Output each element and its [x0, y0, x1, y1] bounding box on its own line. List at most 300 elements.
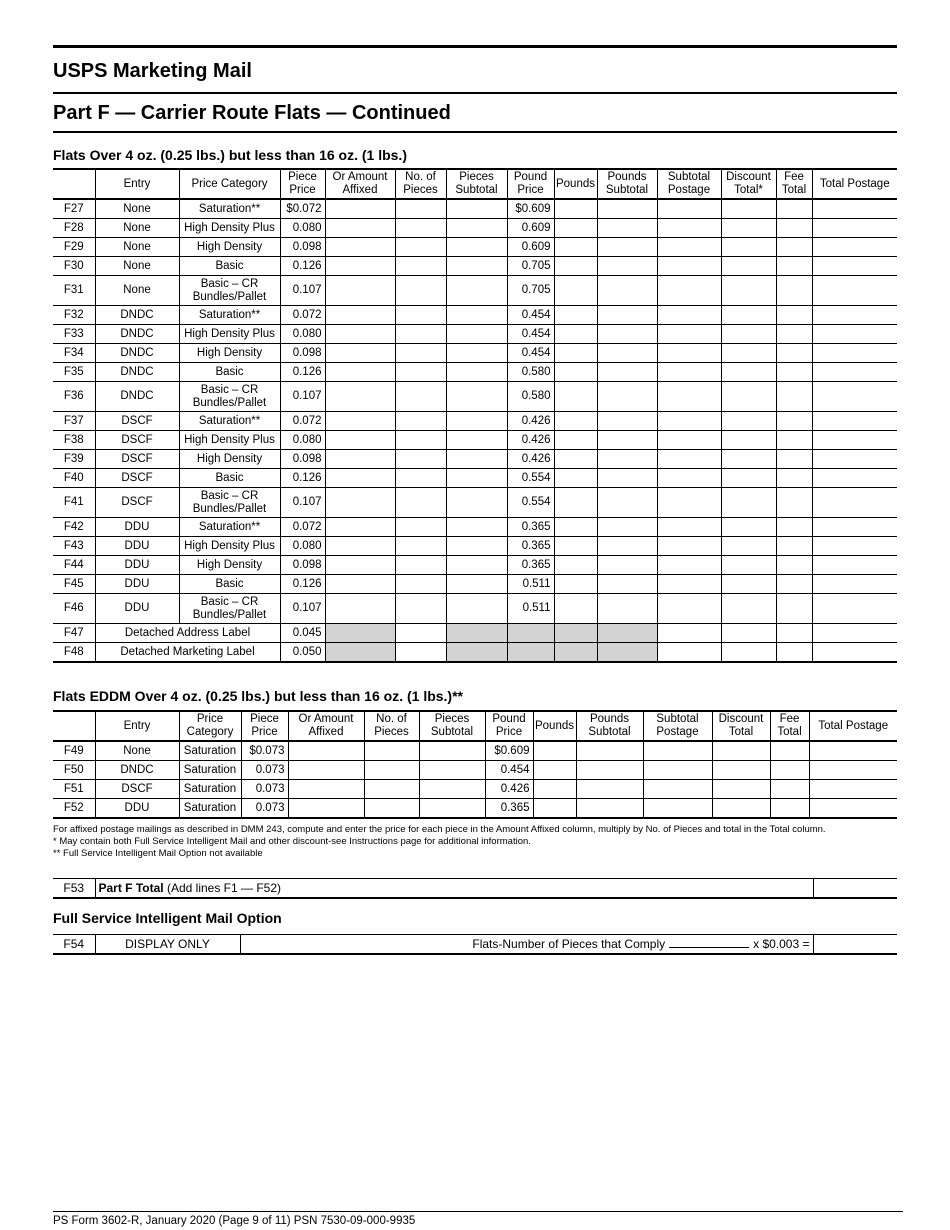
discount-total-input[interactable]: [721, 518, 776, 537]
part-total-input[interactable]: [813, 879, 897, 899]
table-row: [53, 431, 897, 450]
pieces-subtotal-input[interactable]: [446, 575, 507, 594]
col-header: Piece Price: [280, 169, 325, 199]
amount-affixed-input[interactable]: [325, 518, 395, 537]
subtotal-postage-input[interactable]: [657, 450, 721, 469]
total-postage-input[interactable]: [812, 469, 897, 488]
fee-total-input[interactable]: [776, 556, 812, 575]
table-row: [53, 363, 897, 382]
shaded-cell: [325, 624, 395, 643]
price-category-cell: Saturation**: [179, 518, 280, 537]
pieces-input[interactable]: [364, 761, 419, 780]
amount-affixed-input[interactable]: [325, 219, 395, 238]
pieces-subtotal-input[interactable]: [446, 276, 507, 306]
pieces-input[interactable]: [395, 624, 446, 643]
entry-cell: DNDC: [95, 325, 179, 344]
pounds-input[interactable]: [554, 219, 597, 238]
pieces-input[interactable]: [395, 450, 446, 469]
price-category-cell: Saturation: [179, 799, 241, 819]
col-header: Piece Price: [241, 711, 288, 741]
amount-affixed-input[interactable]: [325, 344, 395, 363]
discount-total-input[interactable]: [721, 257, 776, 276]
subtotal-postage-input[interactable]: [657, 431, 721, 450]
total-postage-input[interactable]: [812, 537, 897, 556]
pieces-input[interactable]: [395, 199, 446, 219]
subtotal-postage-input[interactable]: [657, 412, 721, 431]
discount-total-input[interactable]: [721, 219, 776, 238]
col-header: Fee Total: [770, 711, 809, 741]
pieces-input[interactable]: [395, 518, 446, 537]
line-number: F53: [53, 879, 95, 899]
pounds-input[interactable]: [533, 780, 576, 799]
subtotal-postage-input[interactable]: [657, 518, 721, 537]
table-row: [53, 199, 897, 219]
col-header: Price Category: [179, 169, 280, 199]
pounds-subtotal-input[interactable]: [597, 412, 657, 431]
pounds-input[interactable]: [554, 412, 597, 431]
pounds-input[interactable]: [554, 238, 597, 257]
subtotal-postage-input[interactable]: [657, 219, 721, 238]
total-postage-input[interactable]: [812, 518, 897, 537]
fee-total-input[interactable]: [770, 761, 809, 780]
pound-price-cell: 0.454: [507, 306, 554, 325]
price-category-cell: High Density Plus: [179, 219, 280, 238]
fee-total-input[interactable]: [776, 238, 812, 257]
discount-total-input[interactable]: [721, 450, 776, 469]
pounds-subtotal-input[interactable]: [597, 469, 657, 488]
piece-price-cell: 0.107: [280, 276, 325, 306]
amount-affixed-input[interactable]: [288, 741, 364, 761]
amount-affixed-input[interactable]: [325, 276, 395, 306]
pounds-subtotal-input[interactable]: [576, 799, 643, 819]
pieces-subtotal-input[interactable]: [446, 257, 507, 276]
fee-total-input[interactable]: [776, 199, 812, 219]
pieces-input[interactable]: [395, 325, 446, 344]
pieces-input[interactable]: [395, 575, 446, 594]
pieces-input[interactable]: [395, 257, 446, 276]
table-row: [53, 624, 897, 643]
subtotal-postage-input[interactable]: [657, 594, 721, 624]
fee-total-input[interactable]: [776, 363, 812, 382]
fee-total-input[interactable]: [776, 306, 812, 325]
amount-affixed-input[interactable]: [325, 431, 395, 450]
discount-total-input[interactable]: [721, 382, 776, 412]
fsim-title: Full Service Intelligent Mail Option: [53, 910, 282, 926]
fee-total-input[interactable]: [776, 276, 812, 306]
pieces-input[interactable]: [364, 780, 419, 799]
price-category-cell: High Density: [179, 450, 280, 469]
amount-affixed-input[interactable]: [325, 469, 395, 488]
shaded-cell: [597, 643, 657, 663]
fee-total-input[interactable]: [776, 257, 812, 276]
fee-total-input[interactable]: [776, 624, 812, 643]
pound-price-cell: 0.365: [485, 799, 533, 819]
pounds-subtotal-input[interactable]: [597, 219, 657, 238]
piece-price-cell: 0.080: [280, 325, 325, 344]
fee-total-input[interactable]: [770, 741, 809, 761]
subtotal-postage-input[interactable]: [657, 488, 721, 518]
col-header: Pound Price: [507, 169, 554, 199]
total-postage-input[interactable]: [812, 450, 897, 469]
pounds-input[interactable]: [554, 537, 597, 556]
pounds-subtotal-input[interactable]: [597, 382, 657, 412]
subtotal-postage-input[interactable]: [657, 199, 721, 219]
subtotal-postage-input[interactable]: [657, 643, 721, 663]
pieces-input[interactable]: [395, 431, 446, 450]
discount-total-input[interactable]: [721, 469, 776, 488]
total-postage-input[interactable]: [812, 219, 897, 238]
fee-total-input[interactable]: [776, 412, 812, 431]
fee-total-input[interactable]: [776, 344, 812, 363]
total-postage-input[interactable]: [809, 780, 897, 799]
subtotal-postage-input[interactable]: [657, 276, 721, 306]
fee-total-input[interactable]: [776, 450, 812, 469]
price-category-cell: Basic: [179, 575, 280, 594]
total-postage-input[interactable]: [812, 624, 897, 643]
pieces-subtotal-input[interactable]: [446, 431, 507, 450]
table-row: [53, 412, 897, 431]
pounds-subtotal-input[interactable]: [597, 431, 657, 450]
pound-price-cell: 0.365: [507, 537, 554, 556]
amount-affixed-input[interactable]: [325, 575, 395, 594]
pounds-input[interactable]: [554, 382, 597, 412]
pieces-subtotal-input[interactable]: [446, 594, 507, 624]
pieces-subtotal-input[interactable]: [446, 469, 507, 488]
discount-total-input[interactable]: [721, 537, 776, 556]
pound-price-cell: 0.511: [507, 575, 554, 594]
amount-affixed-input[interactable]: [325, 537, 395, 556]
pieces-input[interactable]: [395, 412, 446, 431]
total-postage-input[interactable]: [812, 488, 897, 518]
total-postage-input[interactable]: [812, 575, 897, 594]
table-row: [53, 325, 897, 344]
discount-total-input[interactable]: [721, 575, 776, 594]
line-number: F32: [53, 306, 95, 325]
fsim-text: Flats-Number of Pieces that Comply: [472, 936, 666, 951]
fee-total-input[interactable]: [776, 643, 812, 663]
pieces-input[interactable]: [395, 219, 446, 238]
subtotal-postage-input[interactable]: [657, 382, 721, 412]
subtotal-postage-input[interactable]: [657, 325, 721, 344]
pounds-input[interactable]: [554, 344, 597, 363]
pieces-subtotal-input[interactable]: [446, 412, 507, 431]
fee-total-input[interactable]: [776, 594, 812, 624]
pieces-subtotal-input[interactable]: [446, 344, 507, 363]
fsim-rate: x $0.003 =: [753, 936, 810, 951]
pounds-input[interactable]: [533, 741, 576, 761]
pieces-subtotal-input[interactable]: [419, 741, 485, 761]
pieces-subtotal-input[interactable]: [446, 556, 507, 575]
pounds-subtotal-input[interactable]: [597, 306, 657, 325]
total-postage-input[interactable]: [812, 238, 897, 257]
fee-total-input[interactable]: [776, 488, 812, 518]
pieces-input[interactable]: [395, 344, 446, 363]
line-number: F39: [53, 450, 95, 469]
total-postage-input[interactable]: [812, 556, 897, 575]
pounds-input[interactable]: [554, 276, 597, 306]
subtotal-postage-input[interactable]: [643, 741, 712, 761]
pounds-subtotal-input[interactable]: [597, 276, 657, 306]
subtotal-postage-input[interactable]: [643, 761, 712, 780]
fee-total-input[interactable]: [776, 537, 812, 556]
pound-price-cell: 0.454: [507, 344, 554, 363]
pieces-subtotal-input[interactable]: [446, 537, 507, 556]
discount-total-input[interactable]: [721, 344, 776, 363]
amount-affixed-input[interactable]: [325, 594, 395, 624]
subtotal-postage-input[interactable]: [657, 575, 721, 594]
pounds-input[interactable]: [554, 488, 597, 518]
pounds-subtotal-input[interactable]: [597, 363, 657, 382]
discount-total-input[interactable]: [721, 643, 776, 663]
discount-total-input[interactable]: [721, 431, 776, 450]
pounds-subtotal-input[interactable]: [576, 761, 643, 780]
subtotal-postage-input[interactable]: [657, 306, 721, 325]
pieces-input[interactable]: [395, 469, 446, 488]
table-row: [53, 741, 897, 761]
pounds-subtotal-input[interactable]: [597, 556, 657, 575]
amount-affixed-input[interactable]: [325, 257, 395, 276]
fee-total-input[interactable]: [770, 780, 809, 799]
pound-price-cell: 0.705: [507, 257, 554, 276]
fee-total-input[interactable]: [770, 799, 809, 819]
discount-total-input[interactable]: [721, 325, 776, 344]
subtotal-postage-input[interactable]: [657, 624, 721, 643]
pieces-subtotal-input[interactable]: [446, 219, 507, 238]
discount-total-input[interactable]: [721, 276, 776, 306]
pounds-input[interactable]: [533, 761, 576, 780]
pound-price-cell: 0.609: [507, 238, 554, 257]
table-row: [53, 488, 897, 518]
discount-total-input[interactable]: [712, 799, 770, 819]
pieces-input[interactable]: [364, 799, 419, 819]
discount-total-input[interactable]: [721, 624, 776, 643]
amount-affixed-input[interactable]: [288, 780, 364, 799]
fsim-total-input[interactable]: [813, 935, 897, 955]
pieces-subtotal-input[interactable]: [446, 325, 507, 344]
total-postage-input[interactable]: [812, 306, 897, 325]
part-total-bold: Part F Total: [98, 880, 164, 895]
amount-affixed-input[interactable]: [325, 325, 395, 344]
discount-total-input[interactable]: [712, 780, 770, 799]
amount-affixed-input[interactable]: [325, 556, 395, 575]
total-postage-input[interactable]: [812, 431, 897, 450]
pieces-subtotal-input[interactable]: [446, 518, 507, 537]
pounds-input[interactable]: [554, 431, 597, 450]
entry-cell: DSCF: [95, 431, 179, 450]
discount-total-input[interactable]: [721, 594, 776, 624]
discount-total-input[interactable]: [721, 238, 776, 257]
subtotal-postage-input[interactable]: [657, 537, 721, 556]
pieces-subtotal-input[interactable]: [419, 799, 485, 819]
fsim-text-cell: [240, 935, 813, 955]
discount-total-input[interactable]: [721, 488, 776, 518]
subtotal-postage-input[interactable]: [657, 556, 721, 575]
fee-total-input[interactable]: [776, 325, 812, 344]
discount-total-input[interactable]: [721, 199, 776, 219]
pounds-subtotal-input[interactable]: [597, 325, 657, 344]
total-postage-input[interactable]: [809, 799, 897, 819]
total-postage-input[interactable]: [812, 325, 897, 344]
pounds-input[interactable]: [554, 450, 597, 469]
pounds-input[interactable]: [554, 556, 597, 575]
pounds-input[interactable]: [554, 306, 597, 325]
pieces-input[interactable]: [395, 556, 446, 575]
amount-affixed-input[interactable]: [325, 199, 395, 219]
pounds-input[interactable]: [554, 363, 597, 382]
pieces-input[interactable]: [395, 488, 446, 518]
pieces-subtotal-input[interactable]: [446, 488, 507, 518]
fee-total-input[interactable]: [776, 518, 812, 537]
pieces-subtotal-input[interactable]: [419, 780, 485, 799]
amount-affixed-input[interactable]: [325, 488, 395, 518]
subtotal-postage-input[interactable]: [657, 257, 721, 276]
amount-affixed-input[interactable]: [325, 363, 395, 382]
amount-affixed-input[interactable]: [325, 382, 395, 412]
pieces-input[interactable]: [395, 276, 446, 306]
table-row: [53, 643, 897, 663]
price-category-cell: Saturation: [179, 741, 241, 761]
total-postage-input[interactable]: [812, 594, 897, 624]
subtotal-postage-input[interactable]: [657, 363, 721, 382]
pieces-input[interactable]: [395, 382, 446, 412]
discount-total-input[interactable]: [712, 761, 770, 780]
pounds-subtotal-input[interactable]: [597, 450, 657, 469]
total-postage-input[interactable]: [812, 257, 897, 276]
col-header: Subtotal Postage: [657, 169, 721, 199]
total-postage-input[interactable]: [812, 382, 897, 412]
footer-rule: [53, 1211, 903, 1212]
price-category-cell: Saturation**: [179, 412, 280, 431]
col-header: Pounds: [533, 711, 576, 741]
pounds-subtotal-input[interactable]: [597, 344, 657, 363]
pounds-subtotal-input[interactable]: [597, 537, 657, 556]
pounds-subtotal-input[interactable]: [597, 575, 657, 594]
total-postage-input[interactable]: [809, 741, 897, 761]
pieces-input[interactable]: [395, 537, 446, 556]
pieces-subtotal-input[interactable]: [446, 306, 507, 325]
total-postage-input[interactable]: [812, 344, 897, 363]
pounds-input[interactable]: [554, 199, 597, 219]
discount-total-input[interactable]: [721, 556, 776, 575]
pieces-input[interactable]: [364, 741, 419, 761]
pounds-input[interactable]: [554, 469, 597, 488]
table-row: [53, 575, 897, 594]
section2-title: Flats EDDM Over 4 oz. (0.25 lbs.) but less than 16 oz. (1 lbs.)**: [53, 688, 463, 704]
pieces-input[interactable]: [395, 306, 446, 325]
discount-total-input[interactable]: [712, 741, 770, 761]
shaded-cell: [325, 643, 395, 663]
subtotal-postage-input[interactable]: [657, 344, 721, 363]
pounds-subtotal-input[interactable]: [597, 594, 657, 624]
pounds-input[interactable]: [554, 594, 597, 624]
pounds-subtotal-input[interactable]: [597, 518, 657, 537]
subtotal-postage-input[interactable]: [657, 469, 721, 488]
pounds-input[interactable]: [554, 518, 597, 537]
pounds-subtotal-input[interactable]: [597, 257, 657, 276]
discount-total-input[interactable]: [721, 412, 776, 431]
discount-total-input[interactable]: [721, 363, 776, 382]
fee-total-input[interactable]: [776, 431, 812, 450]
pieces-subtotal-input[interactable]: [446, 199, 507, 219]
label-type-cell: Detached Marketing Label: [95, 643, 280, 663]
pieces-blank[interactable]: [669, 938, 749, 948]
amount-affixed-input[interactable]: [288, 799, 364, 819]
col-header: Subtotal Postage: [643, 711, 712, 741]
note-double-asterisk: ** Full Service Intelligent Mail Option not available: [53, 848, 263, 859]
pounds-input[interactable]: [554, 325, 597, 344]
fee-total-input[interactable]: [776, 469, 812, 488]
total-postage-input[interactable]: [812, 199, 897, 219]
line-number: F36: [53, 382, 95, 412]
pieces-input[interactable]: [395, 238, 446, 257]
subtotal-postage-input[interactable]: [657, 238, 721, 257]
pieces-input[interactable]: [395, 594, 446, 624]
entry-cell: DDU: [95, 556, 179, 575]
price-category-cell: Basic – CR Bundles/Pallet: [179, 276, 280, 306]
subtotal-postage-input[interactable]: [643, 780, 712, 799]
discount-total-input[interactable]: [721, 306, 776, 325]
pounds-input[interactable]: [554, 257, 597, 276]
pounds-input[interactable]: [533, 799, 576, 819]
entry-cell: DDU: [95, 575, 179, 594]
entry-cell: DSCF: [95, 488, 179, 518]
entry-cell: DDU: [95, 518, 179, 537]
amount-affixed-input[interactable]: [325, 238, 395, 257]
pieces-subtotal-input[interactable]: [419, 761, 485, 780]
fee-total-input[interactable]: [776, 219, 812, 238]
subtotal-postage-input[interactable]: [643, 799, 712, 819]
pieces-input[interactable]: [395, 643, 446, 663]
piece-price-cell: 0.045: [280, 624, 325, 643]
pieces-subtotal-input[interactable]: [446, 238, 507, 257]
amount-affixed-input[interactable]: [325, 412, 395, 431]
pieces-subtotal-input[interactable]: [446, 363, 507, 382]
pieces-subtotal-input[interactable]: [446, 450, 507, 469]
price-category-cell: Basic – CR Bundles/Pallet: [179, 382, 280, 412]
pounds-subtotal-input[interactable]: [597, 199, 657, 219]
amount-affixed-input[interactable]: [325, 450, 395, 469]
line-number: F38: [53, 431, 95, 450]
pound-price-cell: 0.554: [507, 488, 554, 518]
amount-affixed-input[interactable]: [288, 761, 364, 780]
total-postage-input[interactable]: [812, 363, 897, 382]
table-row: [53, 761, 897, 780]
pounds-subtotal-input[interactable]: [576, 780, 643, 799]
table-row: [53, 276, 897, 306]
col-header: Pounds Subtotal: [576, 711, 643, 741]
pounds-subtotal-input[interactable]: [597, 488, 657, 518]
fee-total-input[interactable]: [776, 575, 812, 594]
pounds-input[interactable]: [554, 575, 597, 594]
pounds-subtotal-input[interactable]: [597, 238, 657, 257]
table-header: [53, 169, 897, 199]
pieces-input[interactable]: [395, 363, 446, 382]
pound-price-cell: 0.365: [507, 518, 554, 537]
fee-total-input[interactable]: [776, 382, 812, 412]
amount-affixed-input[interactable]: [325, 306, 395, 325]
shaded-cell: [507, 643, 554, 663]
fsim-table: [53, 934, 897, 955]
price-category-cell: Basic: [179, 257, 280, 276]
total-postage-input[interactable]: [812, 643, 897, 663]
pounds-subtotal-input[interactable]: [576, 741, 643, 761]
total-postage-input[interactable]: [812, 412, 897, 431]
price-category-cell: Saturation**: [179, 306, 280, 325]
pieces-subtotal-input[interactable]: [446, 382, 507, 412]
total-postage-input[interactable]: [812, 276, 897, 306]
total-postage-input[interactable]: [809, 761, 897, 780]
entry-cell: DSCF: [95, 780, 179, 799]
